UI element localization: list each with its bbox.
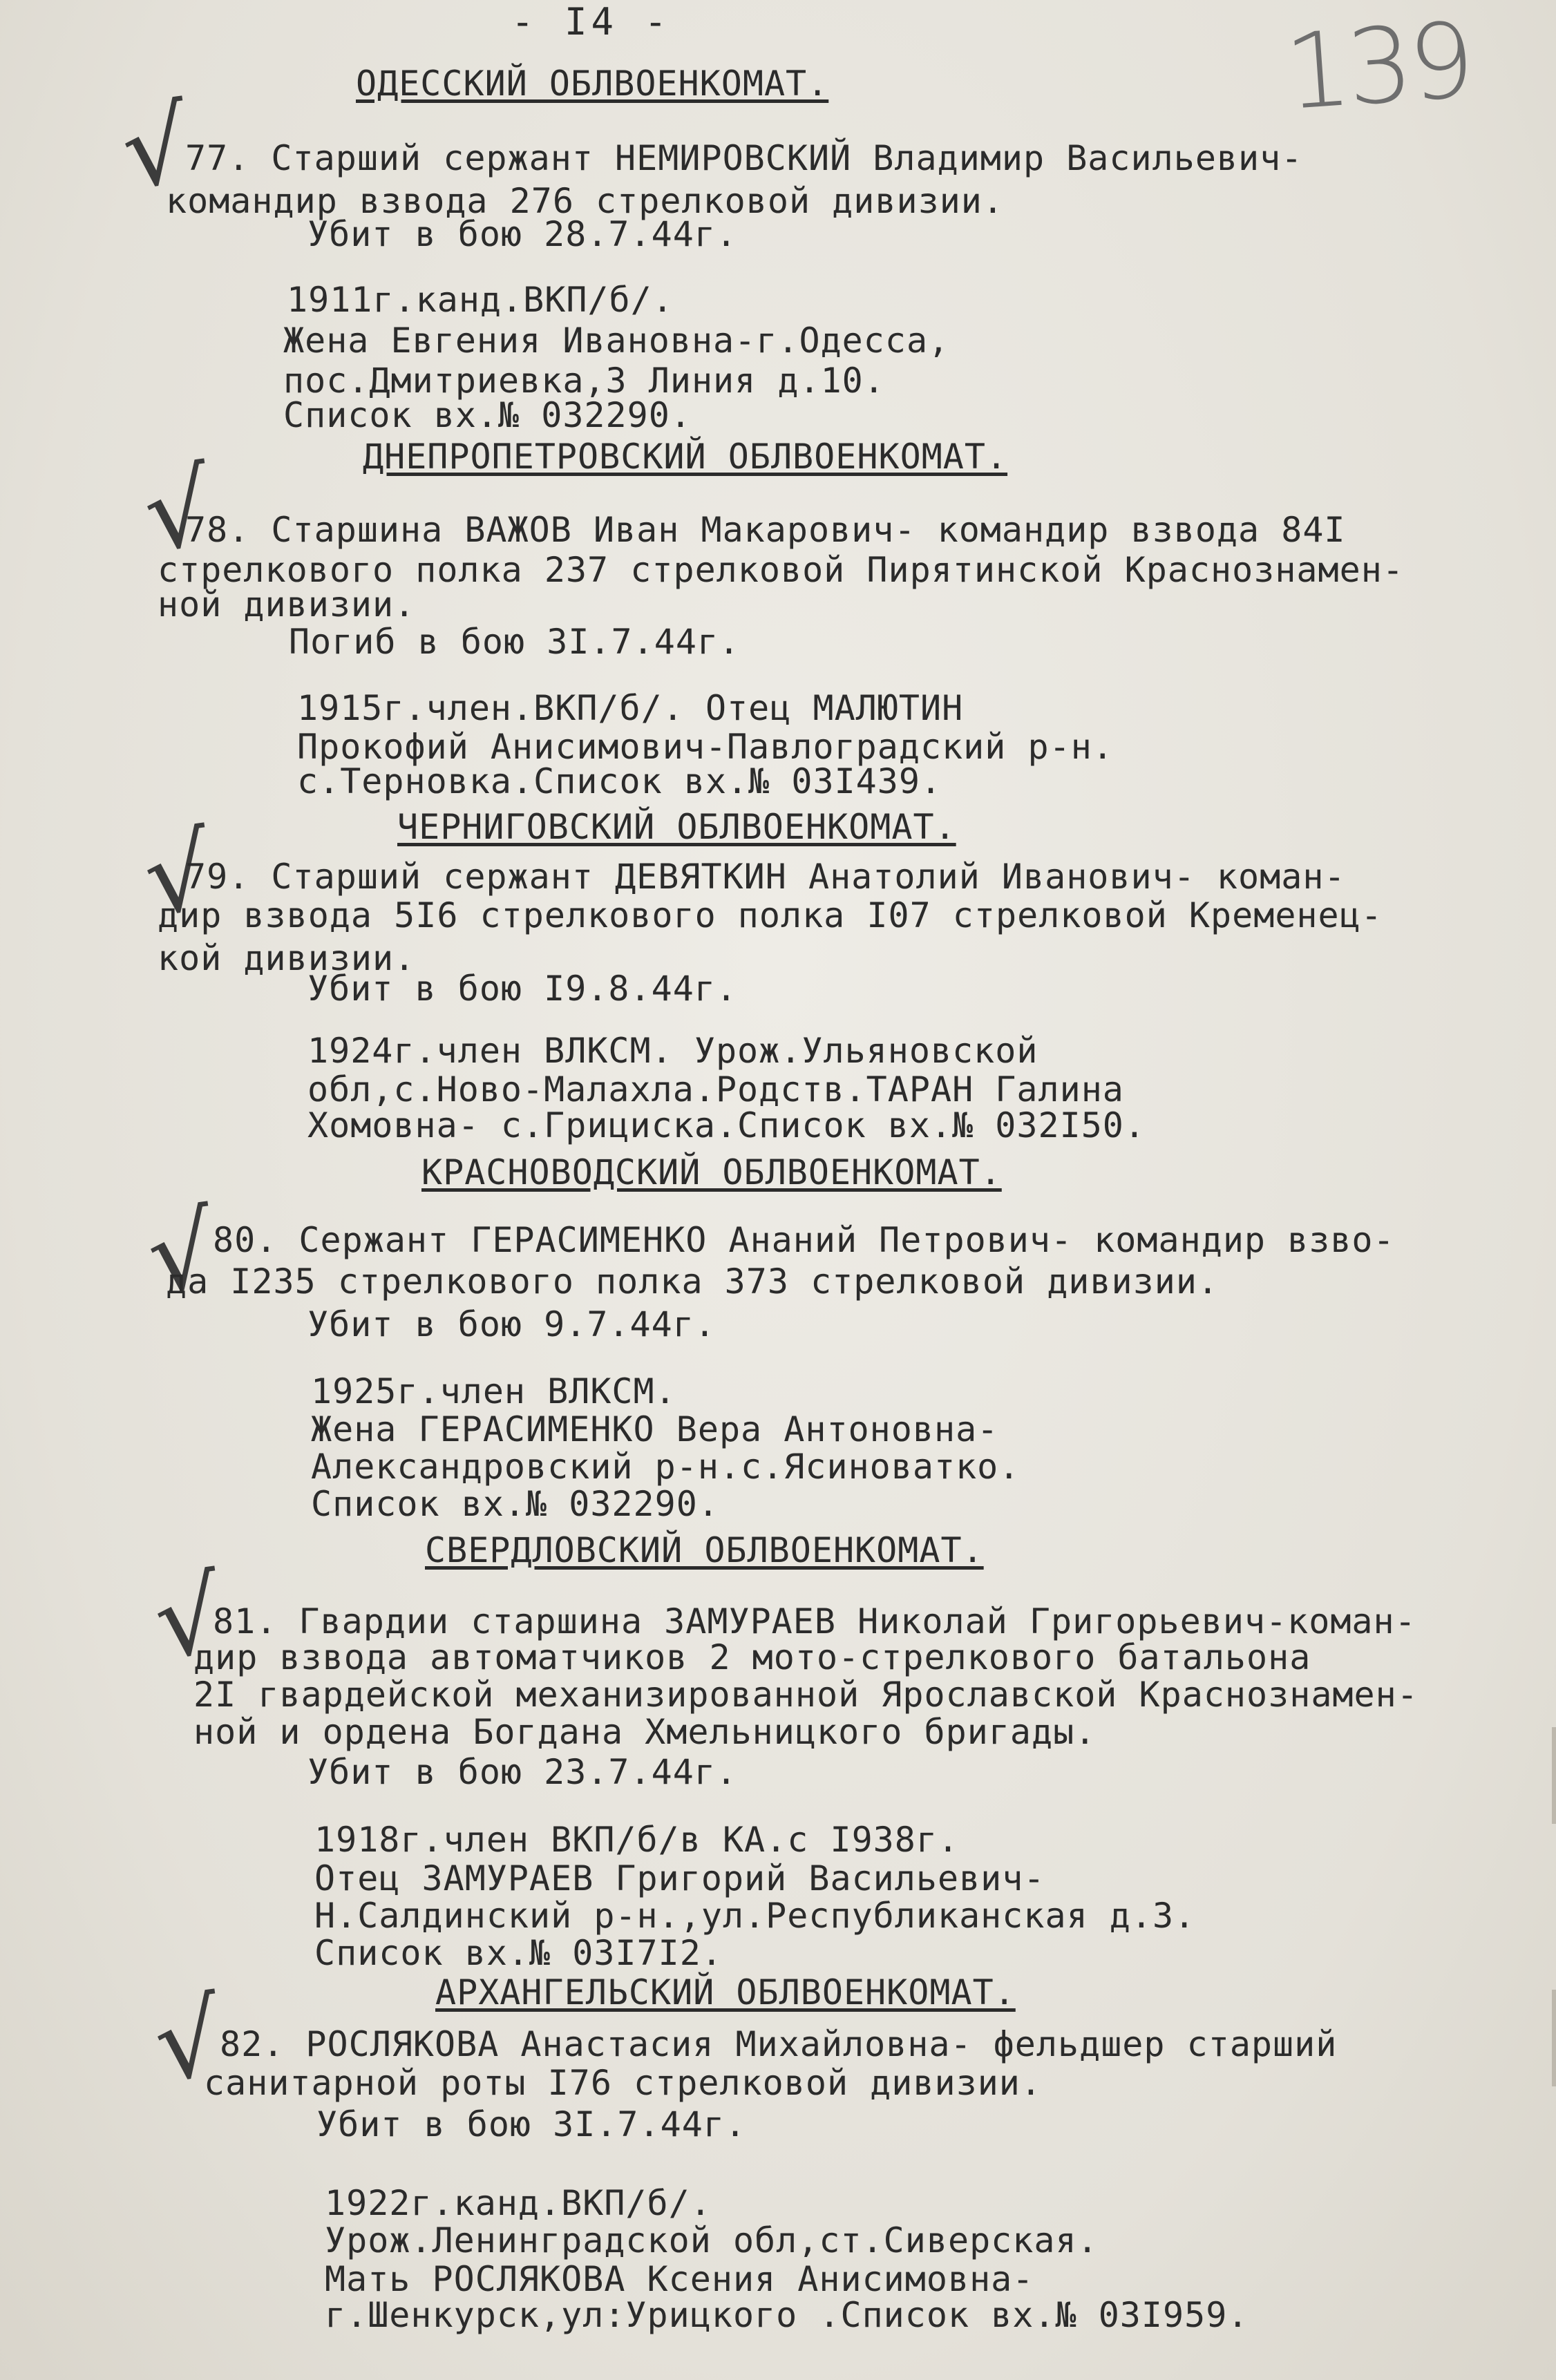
entry-line: Убит в бою 23.7.44г. (307, 1752, 738, 1792)
entry-line: Отец ЗАМУРАЕВ Григорий Васильевич- (314, 1858, 1045, 1898)
entry-line: санитарной роты I76 стрелковой дивизии. (204, 2063, 1042, 2103)
entry-line: 2I гвардейской механизированной Ярославской Краснознамен- (193, 1675, 1419, 1715)
entry-line: Убит в бою 3I.7.44г. (316, 2104, 747, 2144)
entry-line: кой дивизии. (158, 938, 416, 978)
entry-line: стрелкового полка 237 стрелковой Пирятинской Краснознамен- (158, 550, 1404, 590)
entry-line: Убит в бою I9.8.44г. (307, 969, 738, 1009)
entry-line: с.Терновка.Список вх.№ 03I439. (297, 761, 942, 801)
entry-line: пос.Дмитриевка,3 Линия д.10. (283, 361, 885, 401)
entry-line: Список вх.№ 032290. (283, 395, 692, 435)
entry-line: 1911г.канд.ВКП/б/. (287, 280, 674, 320)
entry-line: Убит в бою 28.7.44г. (307, 214, 738, 254)
entry-line: 1924г.член ВЛКСМ. Урож.Ульяновской (307, 1031, 1038, 1071)
section-heading: КРАСНОВОДСКИЙ ОБЛВОЕНКОМАТ. (421, 1152, 1002, 1192)
entry-line: ной и ордена Богдана Хмельницкого бригады. (193, 1712, 1097, 1752)
entry-line: Список вх.№ 03I7I2. (314, 1933, 723, 1973)
binding-edge-mark (1552, 1990, 1556, 2086)
entry-line: 1922г.канд.ВКП/б/. (325, 2183, 712, 2223)
archive-page-number: 139 (1281, 0, 1475, 134)
entry-line: 1925г.член ВЛКСМ. (311, 1371, 676, 1411)
entry-line: 82. РОСЛЯКОВА Анастасия Михайловна- фельдшер старший (220, 2024, 1338, 2064)
entry-line: 1918г.член ВКП/б/в КА.с I938г. (314, 1820, 960, 1860)
checkmark-icon: √ (147, 1977, 230, 2106)
checkmark-icon: √ (137, 811, 220, 940)
checkmark-icon: √ (115, 84, 198, 213)
entry-line: г.Шенкурск,ул:Урицкого .Список вх.№ 03I959. (325, 2295, 1249, 2335)
entry-line: командир взвода 276 стрелковой дивизии. (166, 181, 1004, 221)
entry-line: Жена ГЕРАСИМЕНКО Вера Антоновна- (311, 1409, 999, 1449)
entry-line: да I235 стрелкового полка 373 стрелковой дивизии. (166, 1262, 1220, 1302)
entry-line: Погиб в бою 3I.7.44г. (289, 622, 741, 662)
section-heading: СВЕРДЛОВСКИЙ ОБЛВОЕНКОМАТ. (425, 1530, 984, 1570)
entry-line: Н.Салдинский р-н.,ул.Республиканская д.3. (314, 1896, 1196, 1936)
entry-line: Хомовна- с.Грициска.Список вх.№ 032I50. (307, 1105, 1146, 1145)
entry-line: дир взвода автоматчиков 2 мото-стрелкового батальона (193, 1637, 1311, 1677)
binding-edge-mark (1552, 1727, 1556, 1824)
entry-line: Александровский р-н.с.Ясиноватко. (311, 1447, 1021, 1487)
entry-line: 79. Старший сержант ДЕВЯТКИН Анатолий Иванович- коман- (185, 857, 1346, 897)
entry-line: Мать РОСЛЯКОВА Ксения Анисимовна- (325, 2259, 1034, 2299)
entry-line: Список вх.№ 032290. (311, 1484, 719, 1524)
entry-line: 81. Гвардии старшина ЗАМУРАЕВ Николай Григорьевич-коман- (213, 1601, 1416, 1641)
entry-line: Урож.Ленинградской обл,ст.Сиверская. (325, 2220, 1099, 2260)
section-heading: АРХАНГЕЛЬСКИЙ ОБЛВОЕНКОМАТ. (435, 1972, 1016, 2012)
entry-line: Убит в бою 9.7.44г. (307, 1304, 716, 1344)
checkmark-icon: √ (137, 447, 220, 575)
section-heading: ДНЕПРОПЕТРОВСКИЙ ОБЛВОЕНКОМАТ. (363, 437, 1008, 477)
entry-line: ной дивизии. (158, 584, 416, 625)
entry-line: 1915г.член.ВКП/б/. Отец МАЛЮТИН (297, 688, 964, 728)
page-number: - I4 - (511, 0, 672, 44)
entry-line: обл,с.Ново-Малахла.Родств.ТАРАН Галина (307, 1069, 1124, 1110)
entry-line: 78. Старшина ВАЖОВ Иван Макарович- командир взвода 84I (185, 510, 1346, 550)
section-heading: ЧЕРНИГОВСКИЙ ОБЛВОЕНКОМАТ. (397, 807, 956, 847)
checkmark-icon: √ (147, 1554, 230, 1683)
entry-line: 77. Старший сержант НЕМИРОВСКИЙ Владимир Васильевич- (185, 138, 1303, 178)
entry-line: Прокофий Анисимович-Павлоградский р-н. (297, 727, 1114, 767)
checkmark-icon: √ (140, 1190, 223, 1318)
entry-line: Жена Евгения Ивановна-г.Одесса, (283, 321, 950, 361)
section-heading: ОДЕССКИЙ ОБЛВОЕНКОМАТ. (356, 64, 829, 104)
entry-line: 80. Сержант ГЕРАСИМЕНКО Ананий Петрович- командир взво- (213, 1220, 1395, 1260)
entry-line: дир взвода 5I6 стрелкового полка I07 стрелковой Кременец- (158, 895, 1383, 935)
